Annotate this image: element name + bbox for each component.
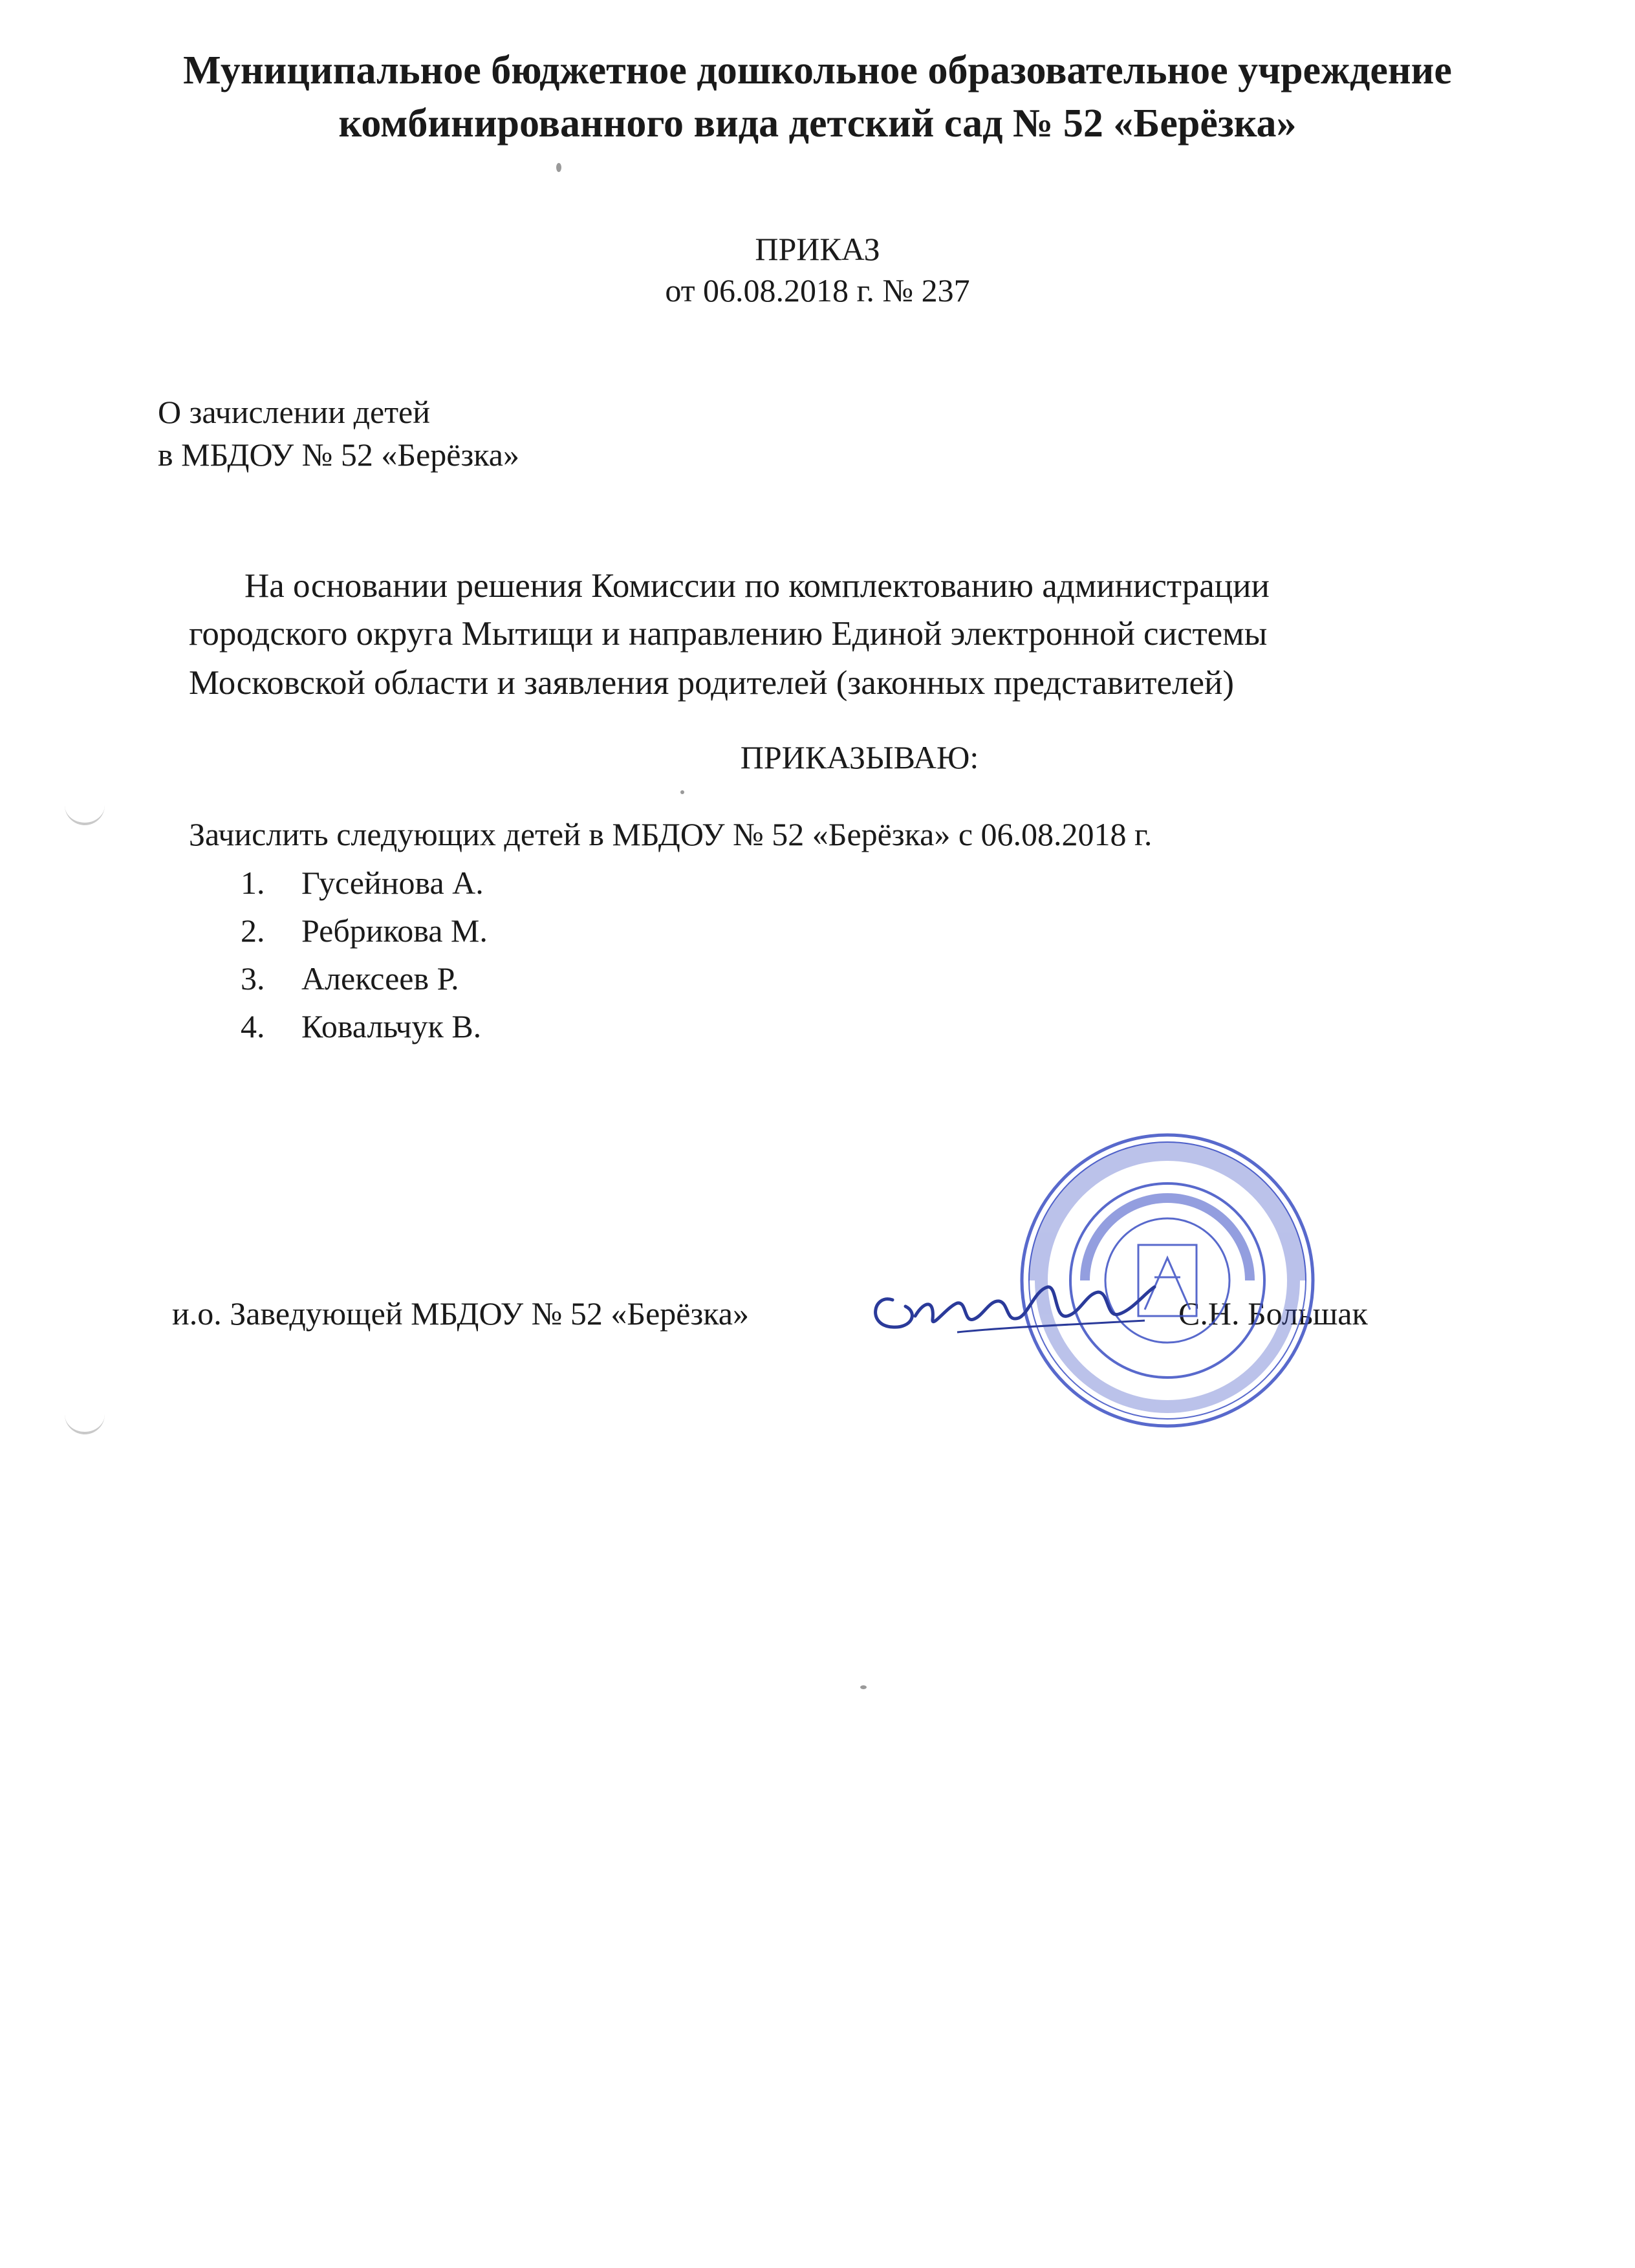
basis-line3: Московской области и заявления родителей (законных представителей)	[189, 664, 1235, 702]
list-item: 2. Ребрикова М.	[241, 913, 488, 949]
binder-hole-mark	[65, 1409, 105, 1434]
institution-name-line2: комбинированного вида детский сад № 52 «Берёзка»	[338, 102, 1297, 146]
enroll-intro: Зачислить следующих детей в МБДОУ № 52 «Берёзка» с 06.08.2018 г.	[189, 816, 1153, 852]
scan-speck	[860, 1685, 867, 1689]
list-item: 4. Ковальчук В.	[241, 1008, 482, 1044]
order-title: ПРИКАЗ	[755, 231, 880, 267]
decree-word: ПРИКАЗЫВАЮ:	[740, 739, 979, 775]
handwritten-signature	[860, 1255, 1171, 1352]
scan-speck	[680, 790, 684, 794]
scan-speck	[556, 163, 561, 172]
signatory-name: С.Н. Большак	[1178, 1295, 1368, 1332]
order-subject-line1: О зачислении детей	[158, 394, 430, 430]
list-item: 1. Гусейнова А.	[241, 865, 484, 901]
order-date-number: от 06.08.2018 г. № 237	[665, 272, 970, 308]
children-list	[241, 867, 488, 1058]
institution-name-line1: Муниципальное бюджетное дошкольное образовательное учреждение	[183, 49, 1452, 92]
signatory-position: и.о. Заведующей МБДОУ № 52 «Берёзка»	[172, 1295, 749, 1332]
order-subject-line2: в МБДОУ № 52 «Берёзка»	[158, 437, 519, 473]
basis-line1: На основании решения Комиссии по комплектованию администрации	[244, 567, 1270, 605]
binder-hole-mark	[65, 799, 105, 825]
basis-line2: городского округа Мытищи и направлению Единой электронной системы	[189, 615, 1268, 653]
list-item: 3. Алексеев Р.	[241, 960, 459, 997]
